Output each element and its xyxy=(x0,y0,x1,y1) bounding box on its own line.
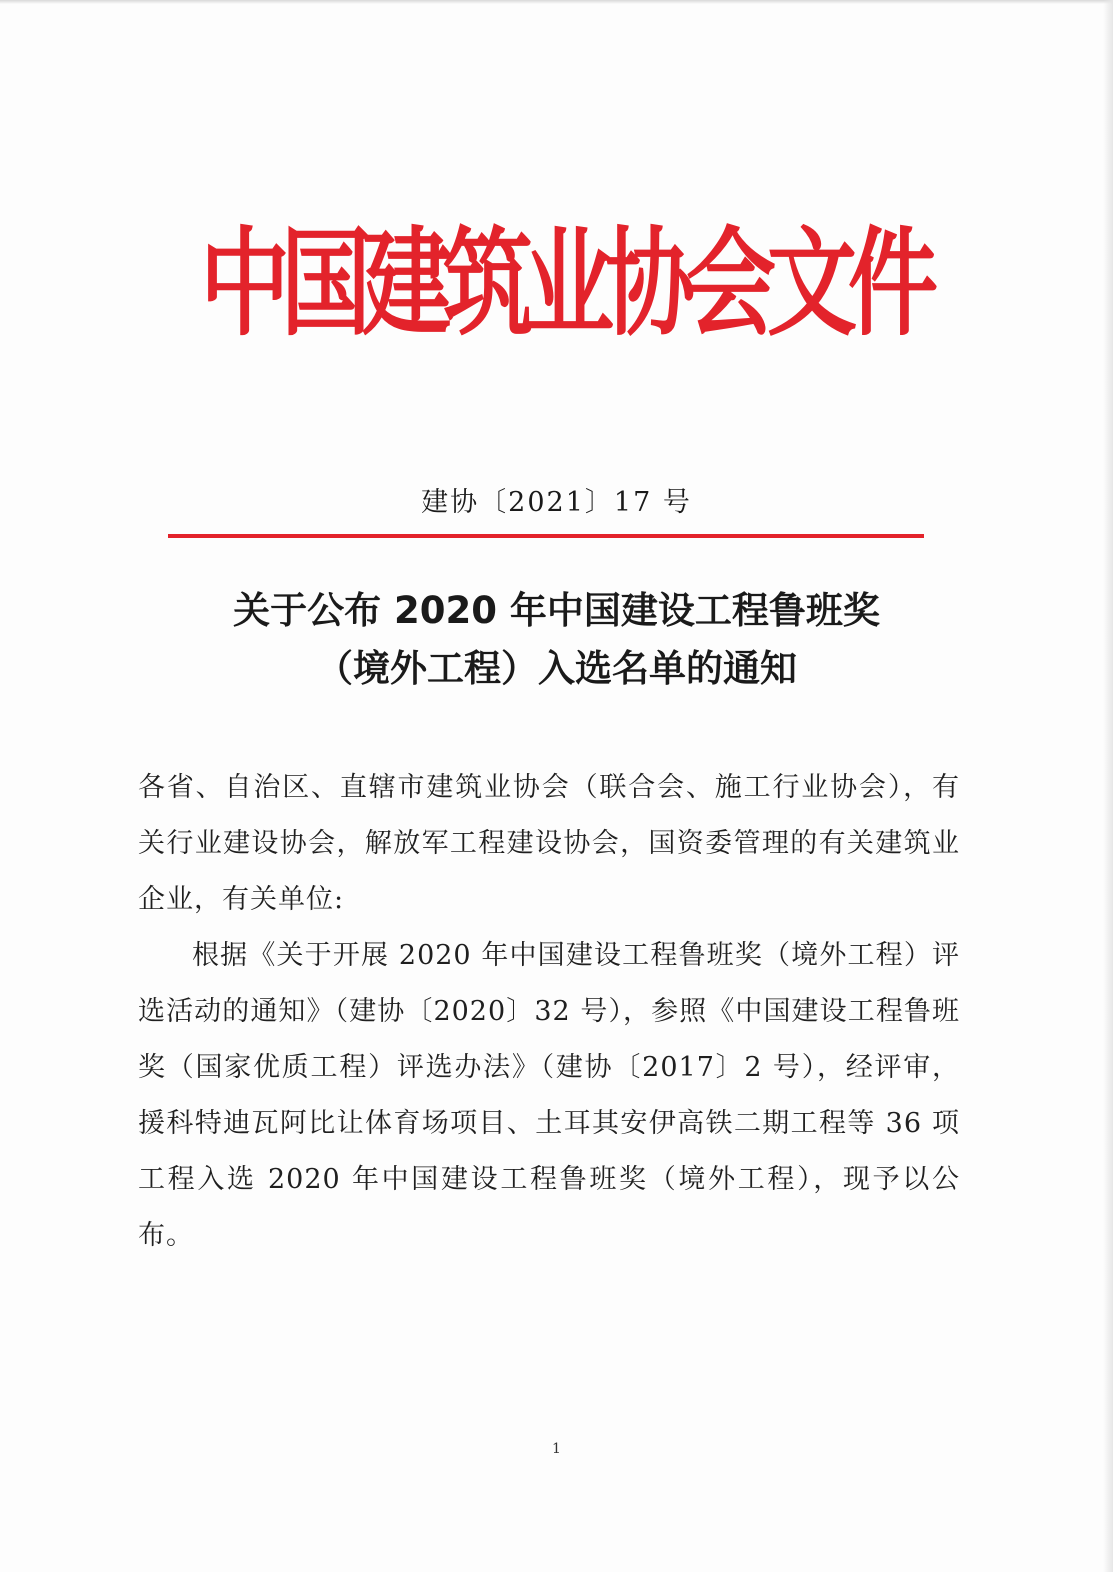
page-number: 1 xyxy=(552,1441,561,1457)
body-paragraph-1: 根据《关于开展 2020 年中国建设工程鲁班奖（境外工程）评选活动的通知》（建协〔2020〕32 号），参照《中国建设工程鲁班奖（国家优质工程）评选办法》（建协〔2017〕2 号），经评审，援科特迪瓦阿比让体育场项目、土耳其安伊高铁二期工程等 36 项工程入选 2020 年中国建设工程鲁班奖（境外工程），现予以公布。 xyxy=(138,940,960,1251)
scan-edge-right xyxy=(1103,0,1113,1572)
document-number: 建协〔2021〕17 号 xyxy=(421,487,692,518)
notice-title xyxy=(0,582,1113,698)
salutation-paragraph: 各省、自治区、直辖市建筑业协会（联合会、施工行业协会），有关行业建设协会，解放军工程建设协会，国资委管理的有关建筑业企业，有关单位: xyxy=(138,772,960,915)
notice-title-line-1: 关于公布 2020 年中国建设工程鲁班奖 xyxy=(233,589,880,632)
scan-edge-top xyxy=(0,0,1113,4)
notice-title-line-2: （境外工程）入选名单的通知 xyxy=(316,647,797,690)
red-divider-line xyxy=(168,534,924,538)
masthead-title: 中国建筑业协会文件 xyxy=(200,216,929,353)
notice-body xyxy=(138,760,960,1264)
